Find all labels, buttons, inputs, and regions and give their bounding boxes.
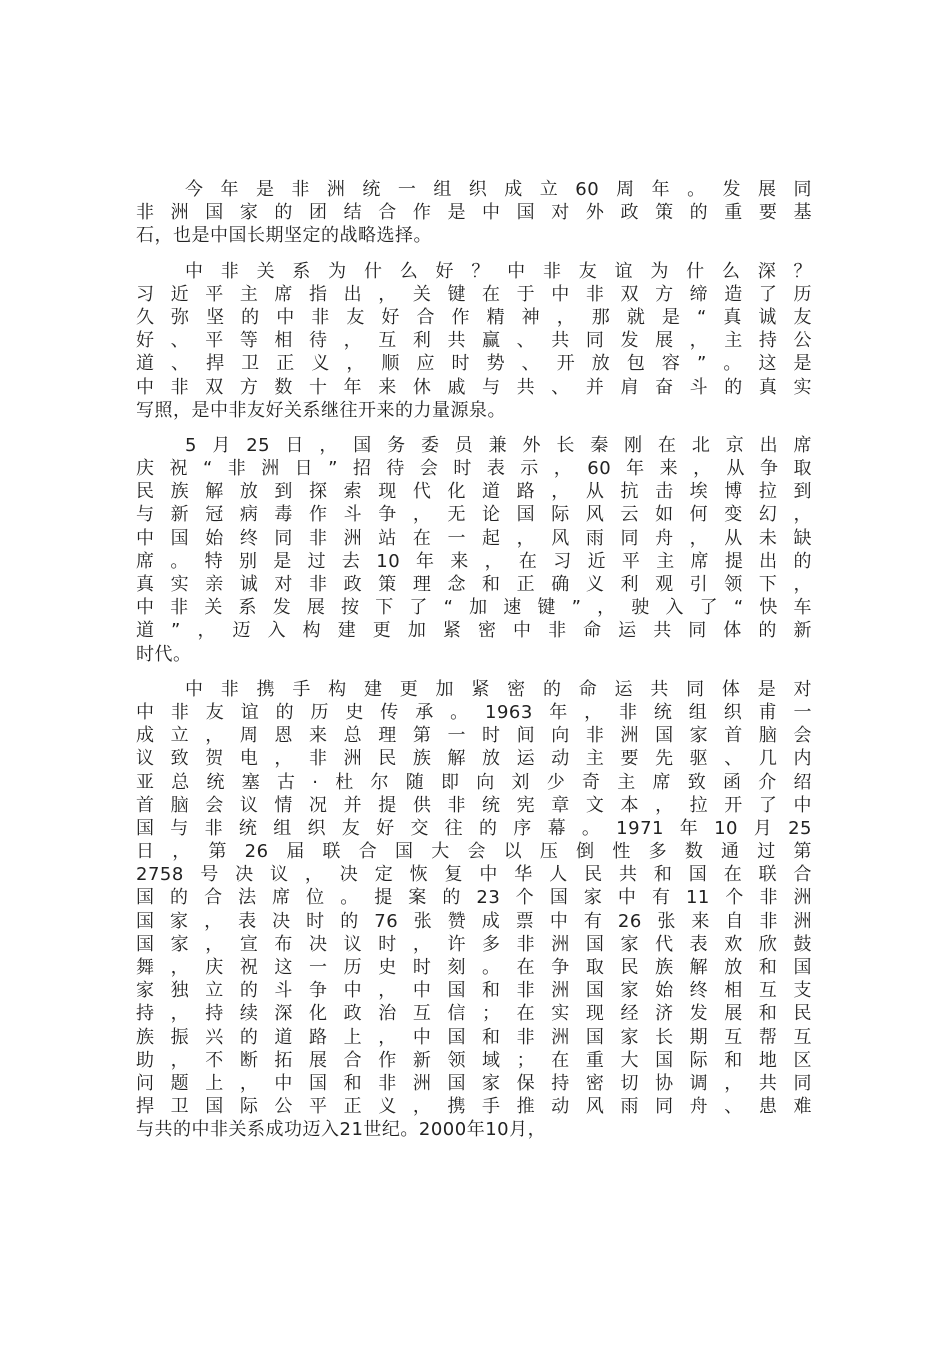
text-line: 时代。: [136, 643, 192, 665]
text-line: 家独立的斗争中，中国和非洲国家始终相互支: [136, 980, 812, 1002]
paragraph-1: [136, 178, 812, 248]
text-line: 与共的中非关系成功迈入21世纪。2000年10月，: [136, 1119, 547, 1141]
text-line: 2758号决议，决定恢复中华人民共和国在联合: [136, 864, 812, 886]
paragraph-2: [136, 260, 812, 422]
text-line: 中非关系为什么好？中非友谊为什么深？: [185, 260, 812, 282]
text-line: 非洲国家的团结合作是中国对外政策的重要基: [136, 202, 812, 224]
text-line: 写照，是中非友好关系继往开来的力量源泉。: [136, 399, 506, 421]
text-line: 国与非统组织友好交往的序幕。1971年10月25: [136, 817, 812, 839]
text-line: 道、捍卫正义，顺应时势、开放包容”。这是: [136, 353, 812, 375]
text-line: 国家，宣布决议时，许多非洲国家代表欢欣鼓: [136, 933, 812, 955]
text-line: 国家，表决时的76张赞成票中有26张来自非洲: [136, 910, 812, 932]
text-line: 与新冠病毒作斗争，无论国际风云如何变幻，: [136, 504, 812, 526]
text-line: 中非携手构建更加紧密的命运共同体是对: [185, 678, 812, 700]
text-line: 成立，周恩来总理第一时间向非洲国家首脑会: [136, 725, 812, 747]
text-line: 席。特别是过去10年来，在习近平主席提出的: [136, 550, 812, 572]
text-line: 真实亲诚对非政策理念和正确义利观引领下，: [136, 574, 812, 595]
paragraph-3: [136, 434, 812, 666]
paragraph-4: [136, 678, 812, 1142]
text-line: 亚总统塞古·杜尔随即向刘少奇主席致函介绍: [136, 771, 812, 793]
text-line: 道”，迈入构建更加紧密中非命运共同体的新: [136, 620, 812, 642]
text-line: 中非关系发展按下了“加速键”，驶入了“快车: [136, 597, 812, 619]
text-line: 习近平主席指出，关键在于中非双方缔造了历: [136, 283, 812, 305]
text-line: 民族解放到探索现代化道路，从抗击埃博拉到: [136, 481, 812, 503]
text-line: 问题上，中国和非洲国家保持密切协调，共同: [136, 1072, 812, 1094]
text-line: 中国始终同非洲站在一起，风雨同舟，从未缺: [136, 527, 812, 549]
text-line: 庆祝“非洲日”招待会时表示，60年来，从争取: [136, 458, 812, 480]
text-line: 助，不断拓展合作新领域；在重大国际和地区: [136, 1049, 812, 1071]
text-line: 中非友谊的历史传承。1963年，非统组织甫一: [136, 701, 812, 723]
article-body: [136, 178, 812, 1154]
text-line: 舞，庆祝这一历史时刻。在争取民族解放和国: [136, 957, 812, 978]
text-line: 5月25日，国务委员兼外长秦刚在北京出席: [185, 434, 812, 456]
text-line: 久弥坚的中非友好合作精神，那就是“真诚友: [136, 306, 812, 328]
text-line: 国的合法席位。提案的23个国家中有11个非洲: [136, 887, 812, 909]
text-line: 持，持续深化政治互信；在实现经济发展和民: [136, 1003, 812, 1025]
text-line: 今年是非洲统一组织成立60周年。发展同: [185, 179, 812, 200]
text-line: 日，第26届联合国大会以压倒性多数通过第: [136, 841, 812, 863]
text-line: 议致贺电，非洲民族解放运动主要先驱、几内: [136, 748, 812, 770]
text-line: 捍卫国际公平正义，携手推动风雨同舟、患难: [136, 1096, 812, 1118]
text-line: 石，也是中国长期坚定的战略选择。: [136, 225, 432, 247]
text-line: 族振兴的道路上，中国和非洲国家长期互帮互: [136, 1026, 812, 1048]
text-line: 中非双方数十年来休戚与共、并肩奋斗的真实: [136, 376, 812, 398]
text-line: 首脑会议情况并提供非统宪章文本，拉开了中: [136, 794, 812, 816]
text-line: 好、平等相待，互利共赢、共同发展，主持公: [136, 330, 812, 352]
